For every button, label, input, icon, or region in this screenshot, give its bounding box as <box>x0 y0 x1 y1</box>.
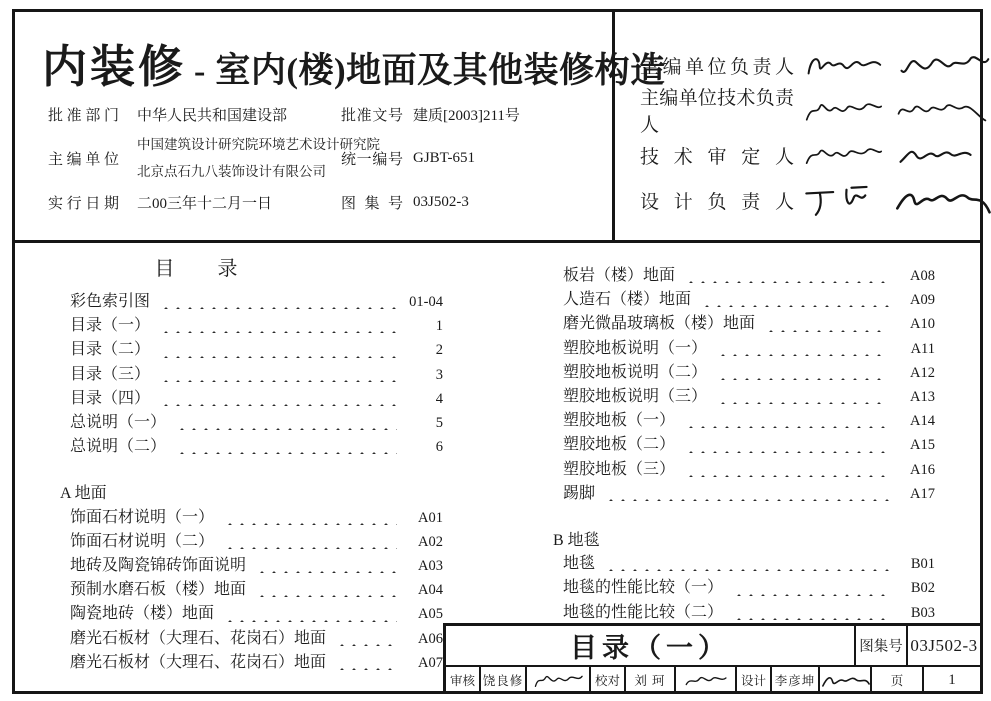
review-label: 审核 <box>446 667 481 693</box>
designer-name: 李彦坤 <box>772 667 820 693</box>
toc-item-page: 4 <box>435 390 443 407</box>
dot-leader <box>158 344 397 358</box>
dot-leader <box>763 318 889 332</box>
toc-item-title: 总说明（一） <box>70 414 167 432</box>
toc-item-title: 塑胶地板说明（一） <box>563 339 708 357</box>
dot-leader <box>254 559 397 573</box>
toc-item-title: 板岩（楼）地面 <box>563 267 676 284</box>
toc-item <box>60 482 443 505</box>
toc-item <box>60 578 443 602</box>
toc-item <box>553 458 935 482</box>
approval-row-1 <box>48 101 608 127</box>
toc-item <box>60 387 443 411</box>
dot-leader <box>334 656 397 670</box>
dot-leader <box>731 606 889 620</box>
toc-item <box>60 651 443 675</box>
toc-item-title: 饰面石材说明（二） <box>70 532 215 550</box>
toc-item-title: 磨光微晶玻璃板（楼）地面 <box>563 315 756 333</box>
toc-item-page: B02 <box>910 580 935 597</box>
toc-item-page: 1 <box>435 318 443 335</box>
toc-item-title: 塑胶地板（一） <box>563 412 676 430</box>
editor-unit-label: 主编单位 <box>48 151 119 168</box>
toc-item <box>60 554 443 578</box>
dot-leader <box>683 463 889 477</box>
signatory-row-tech-chief <box>640 88 976 136</box>
proof-label: 校对 <box>591 667 626 693</box>
title-block-bottom-row <box>446 667 980 693</box>
toc-item-title: 塑胶地板（三） <box>563 460 676 478</box>
signature-icon <box>800 90 886 130</box>
signatory-label: 技术审定人 <box>640 146 794 168</box>
dot-leader <box>715 342 889 356</box>
toc-item <box>553 482 935 506</box>
toc-item-title: B 地毯 <box>553 532 600 550</box>
approval-row-3 <box>48 189 608 215</box>
toc-item-page: A09 <box>910 292 935 309</box>
signatory-row-chief <box>640 44 976 86</box>
toc-item <box>60 435 443 459</box>
toc-item-page: A12 <box>910 364 935 381</box>
dot-leader <box>254 583 397 597</box>
dot-leader <box>731 582 889 596</box>
signatory-label: 设计负责人 <box>640 191 794 213</box>
dot-leader <box>683 439 889 453</box>
dot-leader <box>158 295 397 309</box>
title-subtitle: 室内(楼)地面及其他装修构造 <box>215 51 666 90</box>
title-main: 内装修 <box>42 41 187 92</box>
toc-item-page: A02 <box>418 533 443 550</box>
dot-leader <box>715 390 889 404</box>
toc-item-page: A08 <box>910 268 935 284</box>
title-dash: - <box>194 53 206 90</box>
toc-item-title: 目录（四） <box>70 389 151 407</box>
toc-item <box>60 411 443 435</box>
toc-item-title: 彩色索引图 <box>70 293 151 310</box>
toc-item-title: 人造石（楼）地面 <box>563 291 692 309</box>
toc-item-title: 地砖及陶瓷锦砖饰面说明 <box>70 557 247 575</box>
dot-leader <box>699 293 889 307</box>
dot-leader <box>603 487 889 501</box>
approval-dept-value: 中华人民共和国建设部 <box>137 107 288 124</box>
toc-item <box>60 314 443 338</box>
toc-right-column <box>553 264 935 625</box>
toc-item-page: A01 <box>418 509 443 526</box>
toc-item-page: A07 <box>418 654 443 671</box>
signature-icon <box>892 134 982 176</box>
dot-leader <box>683 269 889 283</box>
toc-item-page: A06 <box>418 630 443 647</box>
toc-item-title: 目录（一） <box>70 317 151 335</box>
toc-item-page: A14 <box>910 413 935 430</box>
toc-item <box>553 288 935 312</box>
approval-doc-label: 批准文号 <box>341 107 403 124</box>
toc-item-title: 陶瓷地砖（楼）地面 <box>70 605 215 623</box>
toc-item-page: A17 <box>910 485 935 502</box>
dot-leader <box>222 608 397 622</box>
toc-item <box>553 576 935 600</box>
header-divider-line <box>12 240 983 243</box>
signatory-label: 主编单位技术负责人 <box>640 88 794 136</box>
dot-leader <box>683 414 889 428</box>
approval-row-2 <box>48 127 608 189</box>
atlas-no-value: 03J502-3 <box>910 635 978 655</box>
title-block-top-row <box>446 626 980 667</box>
editor-unit-line2: 北京点石九八装饰设计有限公司 <box>137 164 326 179</box>
dot-leader <box>603 557 889 571</box>
signature-icon <box>527 667 591 693</box>
toc-item-title: 踢脚 <box>563 484 596 502</box>
signature-icon <box>892 89 988 131</box>
toc-item-title: 塑胶地板（二） <box>563 436 676 454</box>
toc-item-page: 5 <box>435 415 443 432</box>
toc-right-list <box>553 264 935 625</box>
toc-item <box>60 627 443 651</box>
signature-icon <box>820 667 872 693</box>
approval-dept-label: 批准部门 <box>48 107 119 124</box>
toc-item-title: 磨光石板材（大理石、花岗石）地面 <box>70 653 327 671</box>
toc-item-page: 01-04 <box>409 294 443 310</box>
signatory-label: 主编单位负责人 <box>640 56 794 78</box>
toc-item-page: A03 <box>418 558 443 575</box>
toc-item-page: A11 <box>910 340 935 357</box>
atlas-no-label: 图集号 <box>856 626 908 665</box>
toc-heading: 目 录 <box>154 258 239 280</box>
toc-item-title: 地毯的性能比较（一） <box>563 579 724 597</box>
effective-date-value: 二00三年十二月一日 <box>137 195 273 212</box>
dot-leader <box>158 319 397 333</box>
dot-leader <box>222 535 397 549</box>
signature-icon <box>800 135 886 175</box>
toc-left-list <box>60 290 443 675</box>
toc-item <box>60 530 443 554</box>
toc-item <box>553 601 935 625</box>
dot-leader <box>158 392 397 406</box>
signatory-row-reviewer <box>640 134 976 176</box>
toc-item-page: 3 <box>435 366 443 383</box>
toc-item-title: 总说明（二） <box>70 438 167 456</box>
toc-item <box>553 385 935 409</box>
toc-item-title: 地毯 <box>563 555 596 573</box>
signature-icon <box>896 44 991 86</box>
signature-icon <box>800 178 884 222</box>
dot-leader <box>158 368 397 382</box>
dot-leader <box>715 366 889 380</box>
signature-icon <box>676 667 737 693</box>
effective-date-label: 实行日期 <box>48 195 119 212</box>
toc-item-page: A13 <box>910 389 935 406</box>
unified-no-value: GJBT-651 <box>413 149 475 166</box>
signature-icon <box>800 44 890 86</box>
reviewer-name: 饶良修 <box>481 667 527 693</box>
toc-item <box>60 506 443 530</box>
proofreader-name: 刘 珂 <box>626 667 676 693</box>
toc-item <box>60 602 443 626</box>
approval-doc-value: 建质[2003]211号 <box>413 107 520 124</box>
toc-item <box>553 361 935 385</box>
toc-item <box>60 363 443 387</box>
toc-item <box>553 337 935 361</box>
toc-item <box>553 312 935 336</box>
page-label: 页 <box>872 667 924 693</box>
toc-item <box>60 338 443 362</box>
toc-item-page: A15 <box>910 437 935 454</box>
page-number: 1 <box>948 671 956 688</box>
design-label: 设计 <box>737 667 772 693</box>
editor-unit-line1: 中国建筑设计研究院环境艺术设计研究院 <box>137 137 380 152</box>
toc-left-column <box>60 252 443 675</box>
toc-item-title: 目录（三） <box>70 365 151 383</box>
toc-item <box>553 529 935 552</box>
dot-leader <box>334 632 397 646</box>
toc-item-page: B01 <box>910 556 935 573</box>
toc-item <box>553 264 935 288</box>
toc-item-title: 塑胶地板说明（二） <box>563 363 708 381</box>
toc-item-page: A05 <box>418 606 443 623</box>
toc-item-title: 地毯的性能比较（二） <box>563 603 724 621</box>
toc-item-page: B03 <box>910 604 935 621</box>
dot-leader <box>174 440 397 454</box>
dot-leader <box>222 511 397 525</box>
toc-item <box>553 552 935 576</box>
toc-item-title: 饰面石材说明（一） <box>70 508 215 526</box>
unified-no-label: 统一编号 <box>341 151 403 168</box>
toc-item-title: 预制水磨石板（楼）地面 <box>70 581 247 599</box>
document-title <box>42 30 666 95</box>
toc-item-title: 目录（二） <box>70 341 151 359</box>
toc-item-page: A10 <box>910 316 935 333</box>
toc-item-page: A16 <box>910 461 935 478</box>
toc-item <box>553 433 935 457</box>
signatory-row-designer <box>640 179 976 221</box>
signature-icon <box>890 177 991 223</box>
toc-item-page: 6 <box>435 439 443 456</box>
dot-leader <box>174 416 397 430</box>
sheet-title: 目录（一） <box>446 626 856 665</box>
title-block <box>443 623 980 691</box>
toc-item-page: A04 <box>418 582 443 599</box>
toc-item <box>60 290 443 314</box>
toc-item-title: A 地面 <box>60 485 107 503</box>
toc-item-title: 磨光石板材（大理石、花岗石）地面 <box>70 629 327 647</box>
atlas-no-value: 03J502-3 <box>413 193 469 210</box>
toc-item-title: 塑胶地板说明（三） <box>563 388 708 406</box>
toc-item-page: 2 <box>435 342 443 359</box>
toc-item <box>553 409 935 433</box>
atlas-no-label: 图集号 <box>341 195 403 212</box>
